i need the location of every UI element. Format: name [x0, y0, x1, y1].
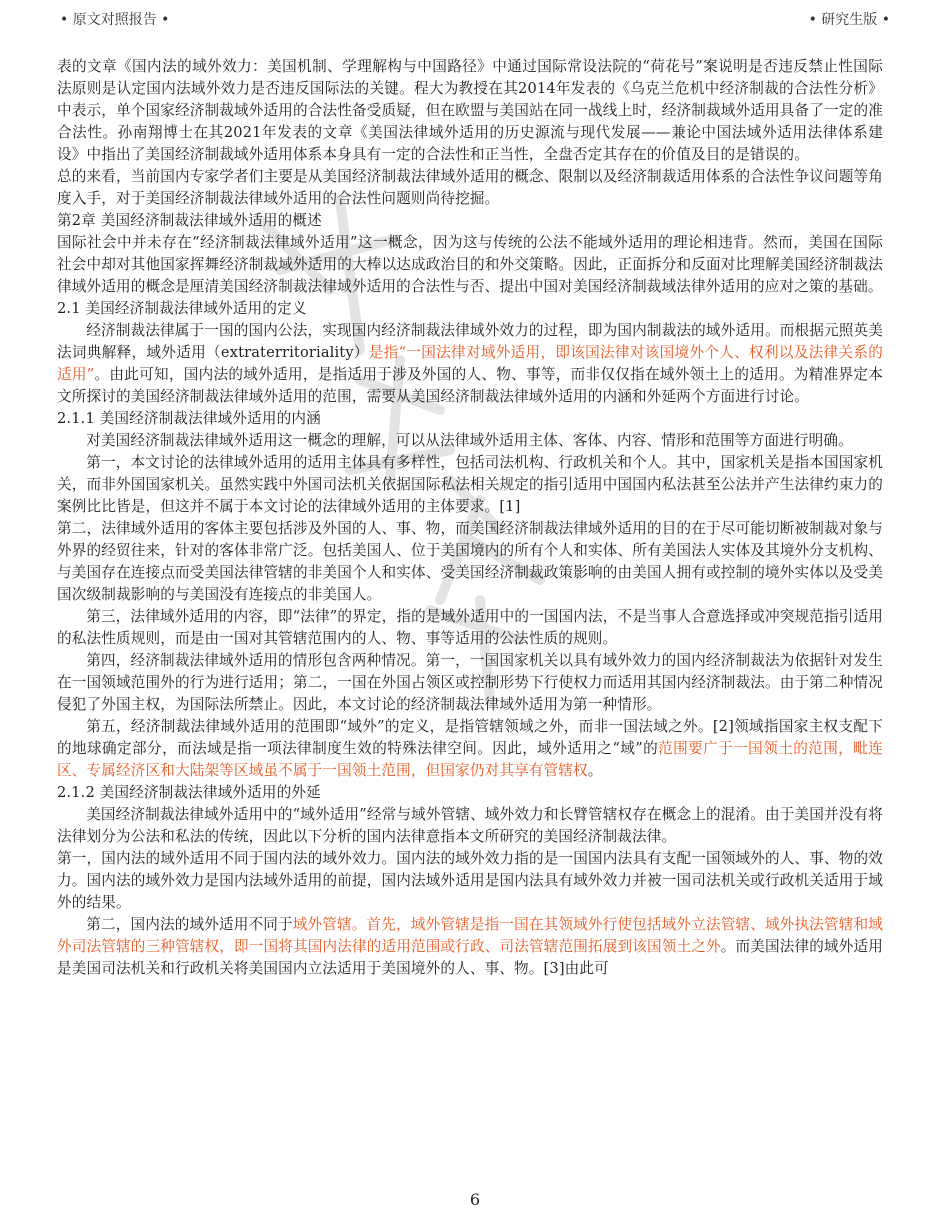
paragraph-connotation-intro: 对美国经济制裁法律域外适用这一概念的理解，可以从法律域外适用主体、客体、内容、情形和范围等方面进行明确。	[86, 432, 853, 449]
paragraph-subject: 第一，本文讨论的法律域外适用的适用主体具有多样性，包括司法机构、行政机关和个人。其中，国家机关是指本国国家机关，而非外国国家机关。虽然实践中外国司法机关依据国际私法相关规定的指引适用中国国内私法甚至公法并产生法律约束力的案例比比皆是，但这并不属于本文讨论的法律域外适用的主体要求。[1]	[57, 454, 883, 515]
paragraph-content: 第三，法律域外适用的内容，即“法律”的界定，指的是域外适用中的一国国内法，不是当事人合意选择或冲突规范指引适用的私法性质规则，而是由一国对其管辖范围内的人、物、事等适用的公法性质的规则。	[57, 608, 883, 647]
highlighted-quote: 是指“一国法律对域外适用，即该国法律对该国境外个人、权利以及法律关系的适用”	[57, 344, 883, 383]
header-left-label: • 原文对照报告 •	[60, 12, 170, 28]
paragraph-extension-intro: 美国经济制裁法律域外适用中的“域外适用”经常与域外管辖、域外效力和长臂管辖权存在概念上的混淆。由于美国并没有将法律划分为公法和私法的传统，因此以下分析的国内法律意指本文所研究的美国经济制裁法律。	[57, 806, 883, 845]
paragraph-extension-first: 第一，国内法的域外适用不同于国内法的域外效力。国内法的域外效力指的是一国国内法具有支配一国领域外的人、事、物的效力。国内法的域外效力是国内法域外适用的前提，国内法域外适用是国内法具有域外效力并被一国司法机关或行政机关适用于域外的结果。	[57, 850, 883, 911]
paragraph-chapter-2-intro: 国际社会中并未存在“经济制裁法律域外适用”这一概念，因为这与传统的公法不能域外适用的理论相违背。然而，美国在国际社会中却对其他国家挥舞经济制裁域外适用的大棒以达成政治目的和外交策略。因此，正面拆分和反面对比理解美国经济制裁法律域外适用的概念是厘清美国经济制裁法律域外适用的合法性与否、提出中国对美国经济制裁域法律外适用的应对之策的基础。	[57, 234, 883, 295]
paragraph-scope: 第五，经济制裁法律域外适用的范围即“域外”的定义，是指管辖领域之外，而非一国法域之外。[2]领域指国家主权支配下的地球确定部分，而法域是指一项法律制度生效的特殊法律空间。因此，域外适用之“域”的范围要广于一国领土的范围，毗连区、专属经济区和大陆架等区域虽不属于一国领土范围，但国家仍对其享有管辖权。	[57, 718, 883, 779]
paragraph-lit-review-1: 表的文章《国内法的域外效力：美国机制、学理解构与中国路径》中通过国际常设法院的“荷花号”案说明是否违反禁止性国际法原则是认定国内法域外效力是否违反国际法的关键。程大为教授在其2014年发表的《乌克兰危机中经济制裁的合法性分析》中表示，单个国家经济制裁域外适用的合法性备受质疑，但在欧盟与美国站在同一战线上时，经济制裁域外适用具备了一定的准合法性。孙南翔博士在其2021年发表的文章《美国法律域外适用的历史源流与现代发展——兼论中国法域外适用法律体系建设》中指出了美国经济制裁域外适用体系本身具有一定的合法性和正当性，全盘否定其存在的价值及目的是错误的。	[57, 58, 883, 163]
report-body	[57, 56, 883, 980]
paragraph-object: 第二，法律域外适用的客体主要包括涉及外国的人、事、物，而美国经济制裁法律域外适用的目的在于尽可能切断被制裁对象与外界的经贸往来，针对的客体非常广泛。包括美国人、位于美国境内的所有个人和实体、所有美国法人实体及其境外分支机构、与美国存在连接点而受美国法律管辖的非美国个人和实体、受美国经济制裁政策影响的由美国人拥有或控制的境外实体以及受美国次级制裁影响的与美国没有连接点的非美国人。	[57, 520, 883, 603]
section-2-1-heading: 2.1 美国经济制裁法律域外适用的定义	[57, 300, 307, 317]
paragraph-lit-review-summary: 总的来看，当前国内专家学者们主要是从美国经济制裁法律域外适用的概念、限制以及经济制裁适用体系的合法性争议问题等角度入手，对于美国经济制裁法律域外适用的合法性问题则尚待挖掘。	[57, 168, 883, 207]
paragraph-definition: 经济制裁法律属于一国的国内公法，实现国内经济制裁法律域外效力的过程，即为国内制裁法的域外适用。而根据元照英美法词典解释，域外适用（extraterritoriality）是指“一国法律对域外适用，即该国法律对该国境外个人、权利以及法律关系的适用”。由此可知，国内法的域外适用，是指适用于涉及外国的人、物、事等，而非仅仅指在域外领土上的适用。为精准界定本文所探讨的美国经济制裁法律域外适用的范围，需要从美国经济制裁法律域外适用的内涵和外延两个方面进行讨论。	[57, 322, 883, 405]
highlighted-scope: 范围要广于一国领土的范围，毗连区、专属经济区和大陆架等区域虽不属于一国领土范围，但国家仍对其享有管辖权	[57, 740, 883, 779]
page-number: 6	[469, 1190, 481, 1209]
highlighted-jurisdiction: 域外管辖。首先，域外管辖是指一国在其领域外行使包括域外立法管辖、域外执法管辖和域外司法管辖的三种管辖权，即一国将其国内法律的适用范围或行政、司法管辖范围拓展到该国领土之外	[57, 916, 883, 955]
paragraph-extension-second: 第二，国内法的域外适用不同于域外管辖。首先，域外管辖是指一国在其领域外行使包括域外立法管辖、域外执法管辖和域外司法管辖的三种管辖权，即一国将其国内法律的适用范围或行政、司法管辖范围拓展到该国领土之外。而美国法律的域外适用是美国司法机关和行政机关将美国国内立法适用于美国境外的人、事、物。[3]由此可	[57, 916, 883, 977]
page-header	[60, 9, 890, 31]
chapter-2-heading: 第2章 美国经济制裁法律域外适用的概述	[57, 212, 322, 229]
section-2-1-1-heading: 2.1.1 美国经济制裁法律域外适用的内涵	[57, 410, 321, 427]
section-2-1-2-heading: 2.1.2 美国经济制裁法律域外适用的外延	[57, 784, 321, 801]
paragraph-situation: 第四，经济制裁法律域外适用的情形包含两种情况。第一，一国国家机关以具有域外效力的国内经济制裁法为依据针对发生在一国领域范围外的行为进行适用；第二，一国在外国占领区或控制形势下行使权力而适用其国内经济制裁法。由于第二种情况侵犯了外国主权，为国际法所禁止。因此，本文讨论的经济制裁法律域外适用为第一种情形。	[57, 652, 883, 713]
header-right-label: • 研究生版 •	[808, 12, 890, 28]
